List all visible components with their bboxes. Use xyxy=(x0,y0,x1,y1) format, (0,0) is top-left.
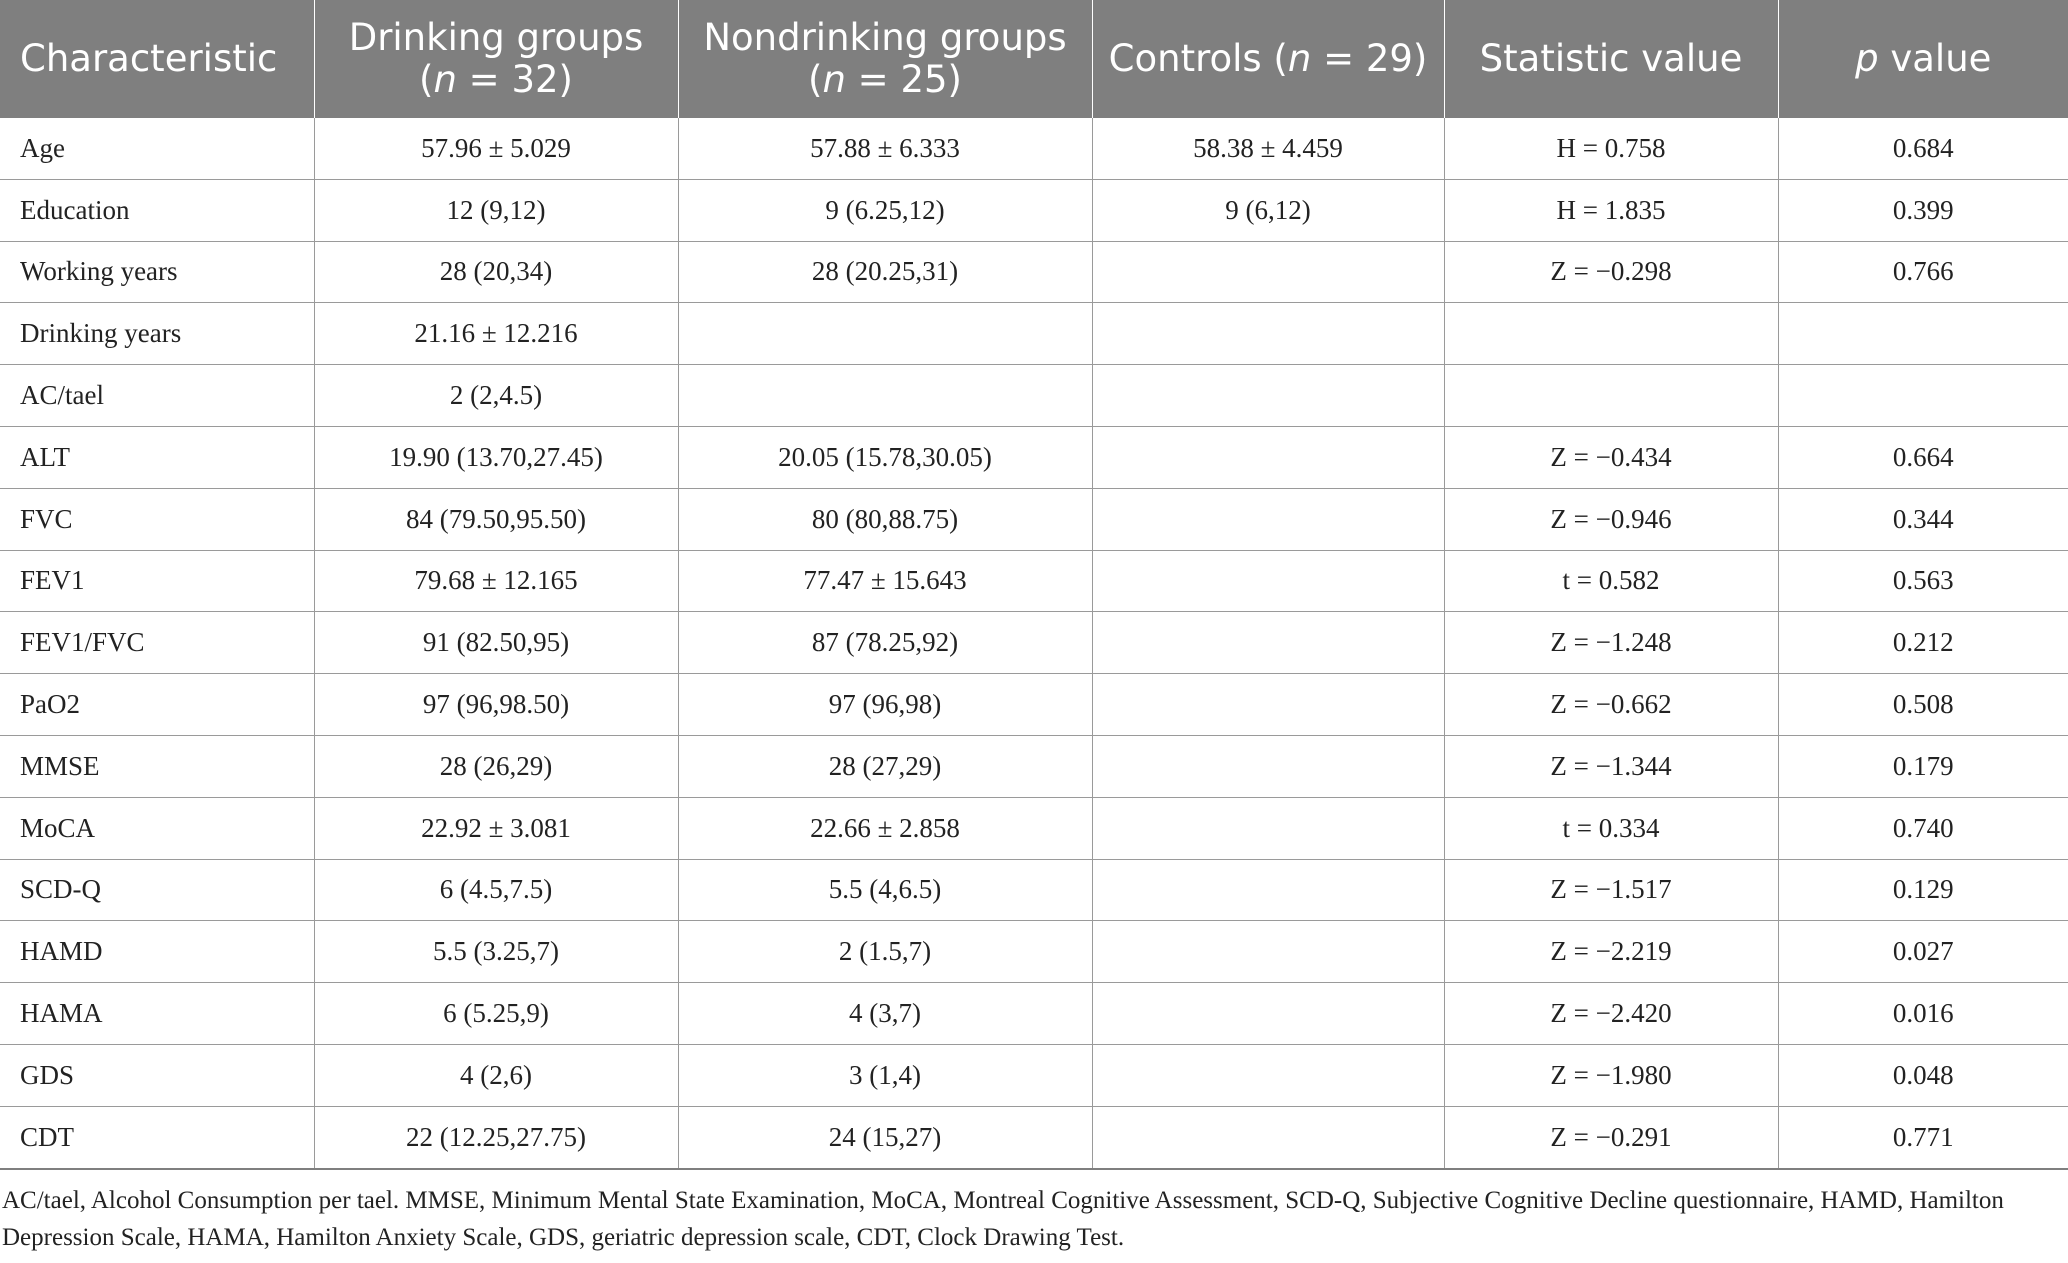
cell-drinking: 91 (82.50,95) xyxy=(314,612,678,674)
cell-statistic: Z = −0.434 xyxy=(1444,426,1778,488)
cell-nondrinking: 20.05 (15.78,30.05) xyxy=(678,426,1092,488)
cell-nondrinking: 57.88 ± 6.333 xyxy=(678,118,1092,179)
cell-p-value: 0.684 xyxy=(1778,118,2068,179)
table-row xyxy=(0,1044,2068,1106)
table-row xyxy=(0,859,2068,921)
cell-drinking: 5.5 (3.25,7) xyxy=(314,921,678,983)
cell-controls xyxy=(1092,303,1444,365)
cell-controls xyxy=(1092,612,1444,674)
cell-nondrinking: 77.47 ± 15.643 xyxy=(678,550,1092,612)
header-nondrinking-line1: Nondrinking groups xyxy=(703,16,1067,59)
cell-statistic xyxy=(1444,365,1778,427)
header-drinking-line1: Drinking groups xyxy=(348,16,644,59)
cell-controls xyxy=(1092,674,1444,736)
cell-controls xyxy=(1092,921,1444,983)
cell-controls xyxy=(1092,488,1444,550)
table-row xyxy=(0,550,2068,612)
table-row xyxy=(0,1106,2068,1168)
cell-p-value xyxy=(1778,365,2068,427)
table-row xyxy=(0,921,2068,983)
cell-drinking: 28 (20,34) xyxy=(314,241,678,303)
cell-drinking: 97 (96,98.50) xyxy=(314,674,678,736)
cell-nondrinking: 5.5 (4,6.5) xyxy=(678,859,1092,921)
cell-controls: 9 (6,12) xyxy=(1092,179,1444,241)
cell-characteristic: Education xyxy=(0,179,314,241)
cell-p-value: 0.212 xyxy=(1778,612,2068,674)
cell-statistic: Z = −2.219 xyxy=(1444,921,1778,983)
cell-controls xyxy=(1092,426,1444,488)
header-nondrinking-groups xyxy=(678,0,1092,118)
cell-controls xyxy=(1092,797,1444,859)
cell-p-value: 0.129 xyxy=(1778,859,2068,921)
cell-characteristic: GDS xyxy=(0,1044,314,1106)
cell-statistic: t = 0.582 xyxy=(1444,550,1778,612)
cell-statistic: Z = −1.344 xyxy=(1444,735,1778,797)
cell-p-value: 0.740 xyxy=(1778,797,2068,859)
cell-statistic: Z = −0.298 xyxy=(1444,241,1778,303)
cell-drinking: 12 (9,12) xyxy=(314,179,678,241)
cell-statistic: Z = −0.662 xyxy=(1444,674,1778,736)
cell-drinking: 22.92 ± 3.081 xyxy=(314,797,678,859)
table-footnote: AC/tael, Alcohol Consumption per tael. MMSE, Minimum Mental State Examination, MoCA, Montreal Cognitive Assessment, SCD-Q, Subjective Cognitive Decline questionnaire, HAMD, Hamilton Depression Scale, HAMA, Hamilton Anxiety Scale, GDS, geriatric depression scale, CDT, Clock Drawing Test. xyxy=(2,1187,2004,1251)
header-characteristic: Characteristic xyxy=(0,0,314,118)
header-drinking-groups xyxy=(314,0,678,118)
table-row xyxy=(0,426,2068,488)
cell-controls xyxy=(1092,365,1444,427)
cell-nondrinking: 22.66 ± 2.858 xyxy=(678,797,1092,859)
cell-controls xyxy=(1092,983,1444,1045)
cell-nondrinking: 97 (96,98) xyxy=(678,674,1092,736)
cell-characteristic: CDT xyxy=(0,1106,314,1168)
cell-drinking: 28 (26,29) xyxy=(314,735,678,797)
cell-drinking: 84 (79.50,95.50) xyxy=(314,488,678,550)
header-row xyxy=(0,0,2068,118)
table-row xyxy=(0,488,2068,550)
cell-characteristic: MoCA xyxy=(0,797,314,859)
cell-p-value: 0.399 xyxy=(1778,179,2068,241)
cell-statistic: H = 1.835 xyxy=(1444,179,1778,241)
cell-nondrinking: 80 (80,88.75) xyxy=(678,488,1092,550)
cell-statistic xyxy=(1444,303,1778,365)
cell-characteristic: Age xyxy=(0,118,314,179)
cell-nondrinking: 28 (20.25,31) xyxy=(678,241,1092,303)
cell-characteristic: FEV1 xyxy=(0,550,314,612)
cell-p-value: 0.766 xyxy=(1778,241,2068,303)
cell-drinking: 79.68 ± 12.165 xyxy=(314,550,678,612)
cell-nondrinking xyxy=(678,365,1092,427)
cell-controls xyxy=(1092,241,1444,303)
cell-drinking: 6 (4.5,7.5) xyxy=(314,859,678,921)
cell-controls xyxy=(1092,859,1444,921)
cell-drinking: 22 (12.25,27.75) xyxy=(314,1106,678,1168)
cell-controls xyxy=(1092,1106,1444,1168)
cell-characteristic: HAMA xyxy=(0,983,314,1045)
cell-p-value: 0.048 xyxy=(1778,1044,2068,1106)
header-drinking-line2: (n = 32) xyxy=(419,58,573,101)
cell-statistic: Z = −0.946 xyxy=(1444,488,1778,550)
cell-statistic: Z = −2.420 xyxy=(1444,983,1778,1045)
header-p-value: p value xyxy=(1855,37,1992,80)
cell-nondrinking: 28 (27,29) xyxy=(678,735,1092,797)
cell-p-value: 0.016 xyxy=(1778,983,2068,1045)
cell-drinking: 57.96 ± 5.029 xyxy=(314,118,678,179)
table-row xyxy=(0,118,2068,179)
table-row xyxy=(0,674,2068,736)
cell-nondrinking: 2 (1.5,7) xyxy=(678,921,1092,983)
cell-p-value: 0.179 xyxy=(1778,735,2068,797)
cell-nondrinking: 9 (6.25,12) xyxy=(678,179,1092,241)
cell-p-value: 0.771 xyxy=(1778,1106,2068,1168)
cell-statistic: t = 0.334 xyxy=(1444,797,1778,859)
cell-p-value: 0.344 xyxy=(1778,488,2068,550)
table-row xyxy=(0,241,2068,303)
cell-drinking: 21.16 ± 12.216 xyxy=(314,303,678,365)
table-row xyxy=(0,179,2068,241)
cell-controls xyxy=(1092,1044,1444,1106)
table-header xyxy=(0,0,2068,118)
cell-drinking: 4 (2,6) xyxy=(314,1044,678,1106)
cell-characteristic: SCD-Q xyxy=(0,859,314,921)
table-row xyxy=(0,983,2068,1045)
cell-p-value: 0.664 xyxy=(1778,426,2068,488)
cell-characteristic: HAMD xyxy=(0,921,314,983)
header-nondrinking-line2: (n = 25) xyxy=(808,58,962,101)
cell-controls xyxy=(1092,735,1444,797)
cell-characteristic: FEV1/FVC xyxy=(0,612,314,674)
cell-nondrinking xyxy=(678,303,1092,365)
cell-controls xyxy=(1092,550,1444,612)
table-row xyxy=(0,303,2068,365)
table-row xyxy=(0,735,2068,797)
cell-statistic: Z = −1.248 xyxy=(1444,612,1778,674)
cell-characteristic: Drinking years xyxy=(0,303,314,365)
cell-characteristic: Working years xyxy=(0,241,314,303)
cell-characteristic: ALT xyxy=(0,426,314,488)
cell-statistic: Z = −0.291 xyxy=(1444,1106,1778,1168)
cell-nondrinking: 87 (78.25,92) xyxy=(678,612,1092,674)
cell-p-value: 0.563 xyxy=(1778,550,2068,612)
table-row xyxy=(0,612,2068,674)
cell-statistic: Z = −1.517 xyxy=(1444,859,1778,921)
cell-p-value: 0.508 xyxy=(1778,674,2068,736)
cell-statistic: Z = −1.980 xyxy=(1444,1044,1778,1106)
cell-statistic: H = 0.758 xyxy=(1444,118,1778,179)
cell-p-value: 0.027 xyxy=(1778,921,2068,983)
cell-drinking: 2 (2,4.5) xyxy=(314,365,678,427)
table-body xyxy=(0,118,2068,1169)
table-row xyxy=(0,797,2068,859)
cell-nondrinking: 24 (15,27) xyxy=(678,1106,1092,1168)
header-controls: Controls (n = 29) xyxy=(1092,0,1444,118)
cell-controls: 58.38 ± 4.459 xyxy=(1092,118,1444,179)
cell-characteristic: AC/tael xyxy=(0,365,314,427)
cell-drinking: 19.90 (13.70,27.45) xyxy=(314,426,678,488)
cell-characteristic: MMSE xyxy=(0,735,314,797)
cell-characteristic: PaO2 xyxy=(0,674,314,736)
table-row xyxy=(0,365,2068,427)
cell-p-value xyxy=(1778,303,2068,365)
cell-nondrinking: 4 (3,7) xyxy=(678,983,1092,1045)
cell-nondrinking: 3 (1,4) xyxy=(678,1044,1092,1106)
header-statistic-value: Statistic value xyxy=(1444,0,1778,118)
cell-characteristic: FVC xyxy=(0,488,314,550)
cell-drinking: 6 (5.25,9) xyxy=(314,983,678,1045)
